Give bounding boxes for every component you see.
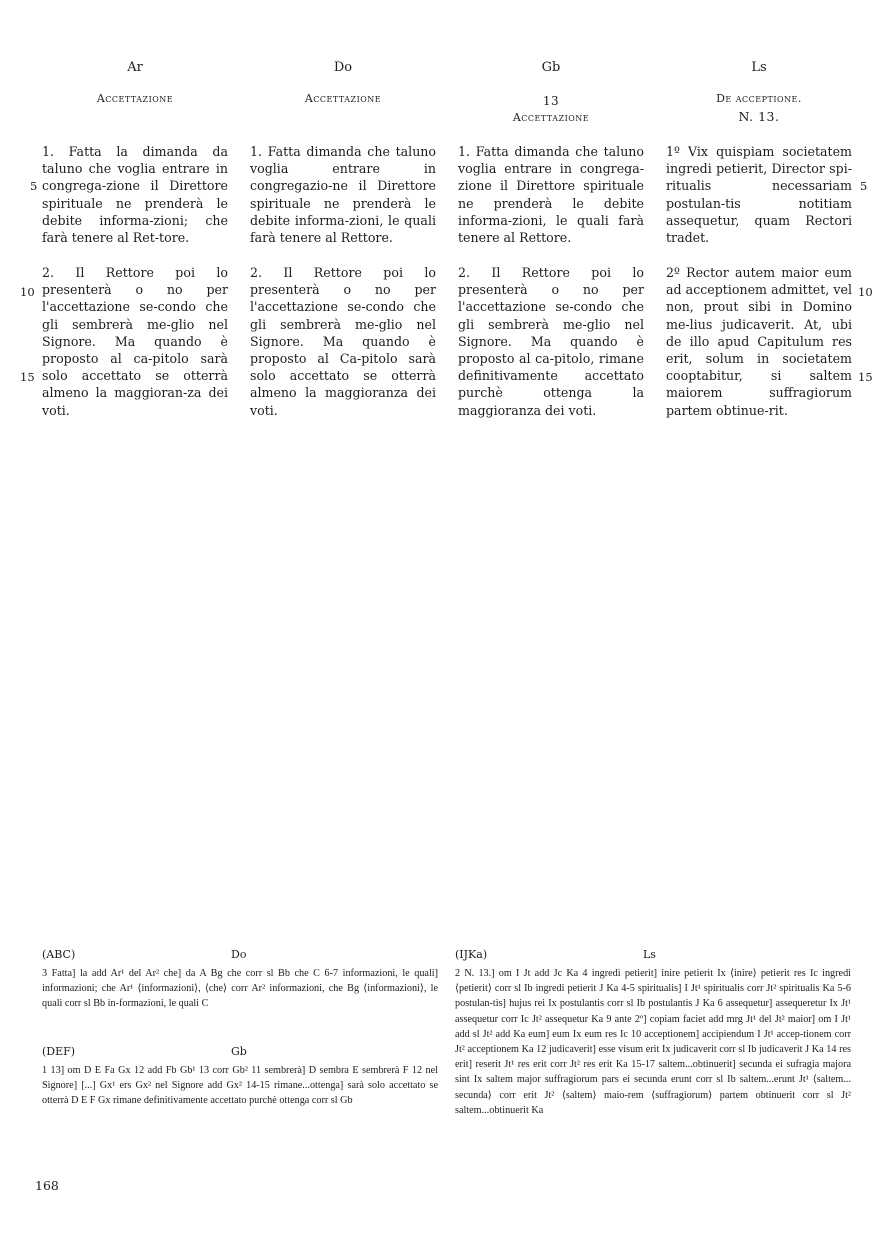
- line-number-left-10: 10: [20, 285, 35, 299]
- paragraph-1-do: 1. Fatta dimanda che taluno voglia entrare in congregazio-ne il Direttore spirituale ne prenderà le debite informa-zioni, le quali farà tenere al Rettore.: [250, 144, 436, 246]
- column-heading-ar: Accettazione: [96, 92, 174, 105]
- apparatus-center-gb: Gb: [231, 1045, 247, 1058]
- apparatus-text-ijka: 2 N. 13.] om I Jt add Jc Ka 4 ingredi petierit] inire petierit Ix ⟨inire⟩ petierit res Ic ingredi ⟨petierit⟩ corr sl Ib ingredi petierit J Ka 4-5 spiritualis] I Jt¹ spiritualis corr Jt² spiritualis Ka 5-6 postulan-tis] hujus rei Ix postulantis corr sl Ib postulantis J Ka 6 assequetur] assequeretur Ix Jt¹ assequetur corr Ic Jt² assequetur Ka 9 ante 2º] copiam faciet add mrg Jt¹ del Jt² maior] om I Jt¹ add sl Jt² add Ka eum] eum Ix eum res Ic 10 acceptionem] accipiendum I Jt¹ accep-tionem corr Jt² acceptionem Ka 12 judicaverit] esse visum erit Ix judicaverit corr sl Ib judicaverit J Ka 14 res erit] reserit Jt¹ res erit corr Jt² res erit Ka 15-17 saltem...obtinuerit] secunda ei sufragia majora sint Ix saltem major suffragiorum pars ei secunda erunt corr sl Ib saltem...erunt Jt¹ ⟨saltem... secunda⟩ corr erit Jt² ⟨saltem⟩ maio-rem ⟨suffragiorum⟩ partem obtinuerit corr sl Jt² saltem...obtinuerit Ka: [455, 968, 851, 1116]
- line-number-left-5: 5: [30, 179, 38, 193]
- line-number-right-5: 5: [860, 179, 868, 193]
- column-heading-gb: Accettazione: [512, 111, 590, 124]
- paragraph-2-gb: 2. Il Rettore poi lo presenterà o no per l'accettazione se-condo che gli sembrerà me-glio nel Signore. Ma quando è proposto al ca-pitolo, rimane definitivamente accettato purchè ottenga la maggioranza dei voti.: [458, 265, 644, 418]
- paragraph-1-ls: 1º Vix quispiam societatem ingredi petierit, Director spi-ritualis necessariam postulan-tis notitiam assequetur, quam Rectori tradet.: [666, 144, 852, 246]
- apparatus-label-ijka: (IJKa): [455, 948, 488, 961]
- paragraph-2-ar: 2. Il Rettore poi lo presenterà o no per l'accettazione se-condo che gli sembrerà me-glio nel Signore. Ma quando è proposto al ca-pitolo sarà solo accettato se otterrà almeno la maggioran-za dei voti.: [42, 265, 228, 418]
- line-number-right-15: 15: [858, 370, 873, 384]
- paragraph-2-do: 2. Il Rettore poi lo presenterà o no per l'accettazione se-condo che gli sembrerà me-glio nel Signore. Ma quando è proposto al Ca-pitolo sarà solo accettato se otterrà almeno la maggioranza dei voti.: [250, 265, 436, 418]
- column-heading-ls: De acceptione.: [716, 92, 802, 105]
- paragraph-1-gb: 1. Fatta dimanda che taluno voglia entrare in congrega-zione il Direttore spirituale ne prenderà le debite informa-zioni, le quali farà tenere al Rettore.: [458, 144, 644, 246]
- column-number-gb: 13: [542, 94, 560, 108]
- column-number-ls: N. 13.: [738, 109, 780, 124]
- paragraph-2-ls: 2º Rector autem maior eum ad acceptionem admittet, vel non, prout sibi in Domino me-lius judicaverit. At, ubi de illo apud Capitulum res erit, solum in societatem cooptabitur, si saltem maiorem suffragiorum partem obtinue-rit.: [666, 265, 852, 418]
- column-siglum-do: Do: [333, 60, 353, 75]
- apparatus-label-abc: (ABC): [42, 948, 76, 961]
- column-siglum-ar: Ar: [127, 60, 143, 75]
- page-number: 168: [35, 1178, 59, 1193]
- apparatus-text-def: 1 13] om D E Fa Gx 12 add Fb Gb¹ 13 corr Gb² 11 sembrerà] D sembra E sembrerà F 12 nel Signore] [...] Gx¹ ers Gx² nel Signore add Gx² 14-15 rimane...ottenga] sarà solo accettato se otterrà D E F Gx rimane definitivamente accettato purchè ottenga corr sl Gb: [42, 1065, 438, 1107]
- paragraph-1-ar: 1. Fatta la dimanda da taluno che voglia entrare in congrega-zione il Direttore spirituale ne prenderà le debite informa-zioni; che farà tenere al Ret-tore.: [42, 144, 228, 246]
- column-heading-do: Accettazione: [304, 92, 382, 105]
- line-number-right-10: 10: [858, 285, 873, 299]
- apparatus-center-do: Do: [231, 948, 247, 961]
- line-number-left-15: 15: [20, 370, 35, 384]
- apparatus-label-def: (DEF): [42, 1045, 76, 1058]
- column-siglum-gb: Gb: [541, 60, 561, 75]
- apparatus-text-abc: 3 Fatta] la add Ar¹ del Ar² che] da A Bg che corr sl Bb che C 6-7 informazioni, le quali] informazioni; che Ar¹ ⟨informazioni⟩, ⟨che⟩ corr Ar² informazioni, che Bg ⟨informazioni⟩, le quali corr sl Bb in-formazioni, le quali C: [42, 968, 438, 1010]
- column-siglum-ls: Ls: [751, 60, 767, 75]
- apparatus-center-ls: Ls: [643, 948, 656, 961]
